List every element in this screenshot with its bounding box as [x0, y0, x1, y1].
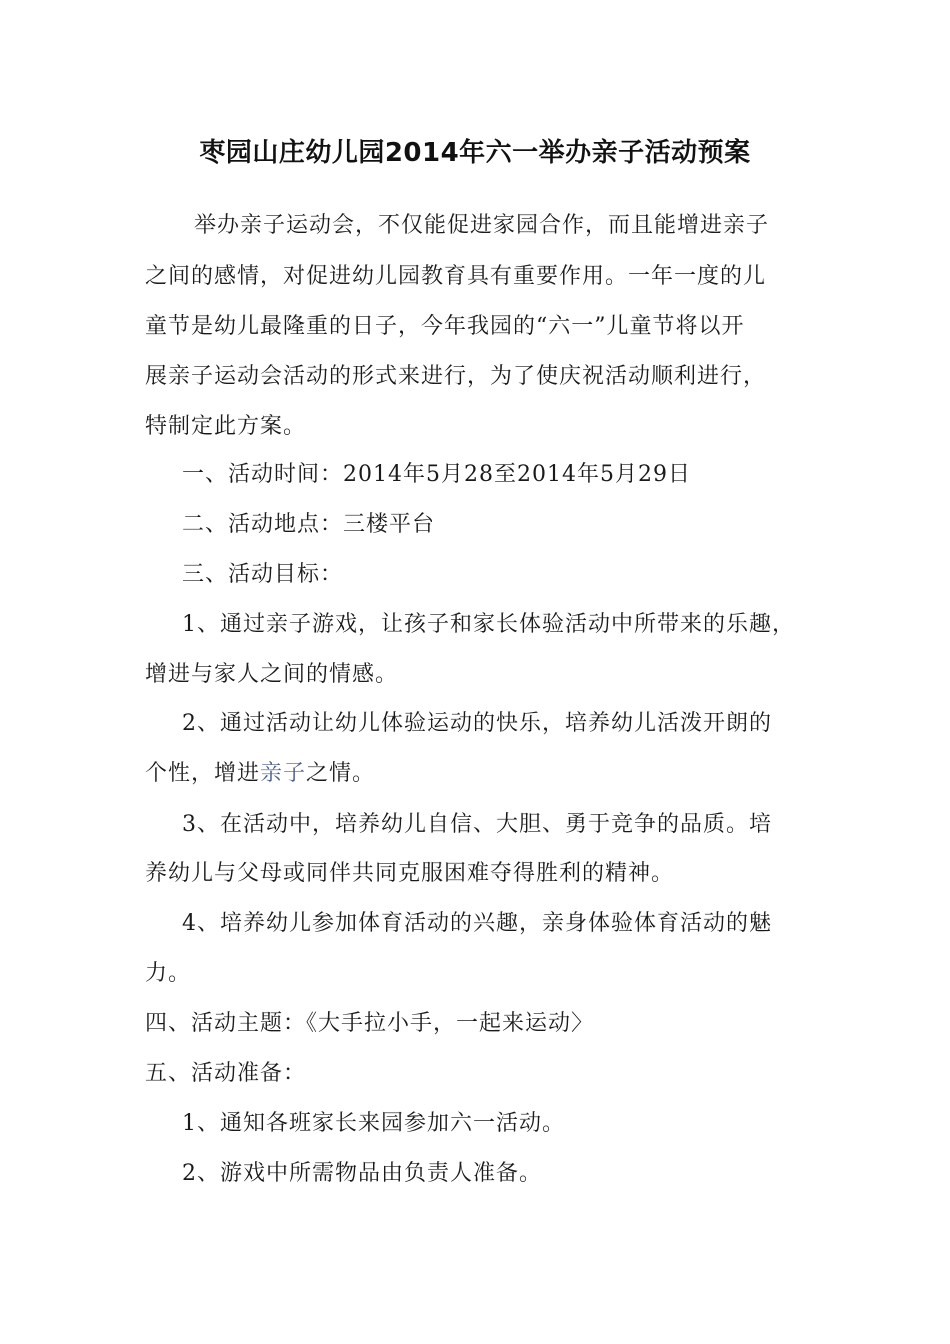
document-title: 枣园山庄幼儿园2014年六一举办亲子活动预案: [199, 138, 751, 168]
intro-line-5: 特制定此方案。: [145, 414, 307, 439]
section-time: 一、活动时间：2014年5月28至2014年5月29日: [182, 462, 691, 487]
intro-line-1: 举办亲子运动会，不仅能促进家园合作，而且能增进亲子: [194, 213, 770, 238]
goal-2-line-2: [145, 759, 375, 789]
intro-line-3: 童节是幼儿最隆重的日子，今年我园的“六一”儿童节将以开: [145, 314, 745, 339]
goal-4-line-2: 力。: [145, 961, 192, 986]
section-preparation-heading: 五、活动准备：: [145, 1061, 307, 1086]
goal-1-line-2: 增进与家人之间的情感。: [145, 662, 399, 687]
goal-2-highlight: 亲子: [260, 761, 307, 786]
goal-4-line-1: 4、培养幼儿参加体育活动的兴趣，亲身体验体育活动的魅: [182, 911, 772, 936]
goal-1-line-1: 1、通过亲子游戏，让孩子和家长体验活动中所带来的乐趣，: [182, 612, 795, 637]
goal-2-line-1: 2、通过活动让幼儿体验运动的快乐，培养幼儿活泼开朗的: [182, 711, 772, 736]
section-goals-heading: 三、活动目标：: [182, 562, 344, 587]
goal-3-line-1: 3、在活动中，培养幼儿自信、大胆、勇于竞争的品质。培: [182, 812, 772, 837]
prep-item-1: 1、通知各班家长来园参加六一活动。: [182, 1111, 565, 1136]
goal-2-text-a: 个性，增进: [145, 761, 261, 786]
intro-line-2: 之间的感情，对促进幼儿园教育具有重要作用。一年一度的儿: [145, 264, 767, 289]
intro-line-4: 展亲子运动会活动的形式来进行，为了使庆祝活动顺利进行，: [145, 364, 767, 389]
goal-3-line-2: 养幼儿与父母或同伴共同克服困难夺得胜利的精神。: [145, 861, 675, 886]
section-theme: 四、活动主题：《大手拉小手，一起来运动〉: [145, 1011, 595, 1036]
prep-item-2: 2、游戏中所需物品由负责人准备。: [182, 1161, 542, 1186]
section-location: 二、活动地点：三楼平台: [182, 512, 436, 537]
goal-2-text-c: 之情。: [306, 761, 376, 786]
